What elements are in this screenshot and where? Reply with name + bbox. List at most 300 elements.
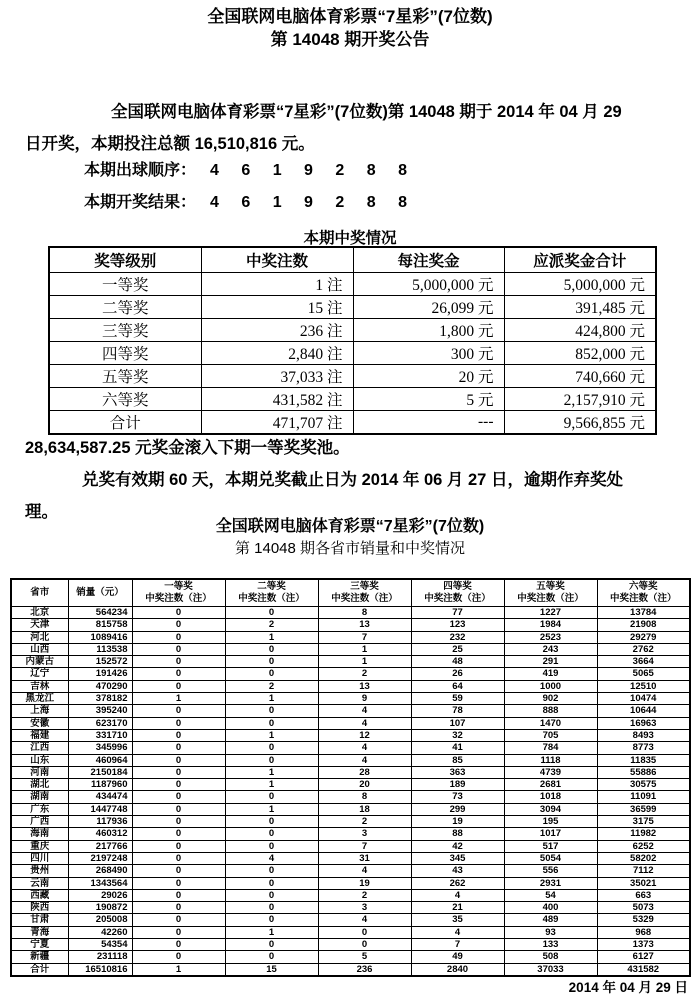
prize-table-cell: 四等奖 — [49, 342, 201, 365]
province-table-cell: 556 — [504, 865, 597, 877]
province-table-cell: 78 — [411, 705, 504, 717]
province-table-cell: 1018 — [504, 791, 597, 803]
province-table-cell: 37033 — [504, 963, 597, 976]
province-table-cell: 10474 — [597, 693, 690, 705]
province-table-cell: 107 — [411, 717, 504, 729]
province-table-cell: 4 — [318, 717, 411, 729]
province-section-title-line1: 全国联网电脑体育彩票“7星彩”(7位数) — [215, 518, 485, 535]
province-section-title-line2: 第 14048 期各省市销量和中奖情况 — [234, 540, 466, 557]
province-table-cell: 345996 — [68, 742, 132, 754]
province-table-cell: 291 — [504, 656, 597, 668]
province-table-cell: 0 — [225, 705, 318, 717]
province-table-cell: 2 — [318, 668, 411, 680]
prize-table-cell: 5 元 — [353, 388, 504, 411]
province-table-row — [11, 939, 690, 951]
rollover-note: 28,634,587.25 元奖金滚入下期一等奖奖池。 — [25, 439, 350, 457]
prize-table-row — [49, 388, 656, 411]
province-table-cell: 11835 — [597, 754, 690, 766]
province-table-cell: 3175 — [597, 816, 690, 828]
province-table-cell: 0 — [318, 926, 411, 938]
province-table-cell: 2840 — [411, 963, 504, 976]
province-sales-table — [10, 578, 691, 977]
province-table-cell: 1343564 — [68, 877, 132, 889]
prize-table-row — [49, 296, 656, 319]
province-table-cell: 0 — [132, 852, 225, 864]
province-table-cell: 19 — [318, 877, 411, 889]
province-table-cell: 7 — [318, 631, 411, 643]
province-table-cell: 7112 — [597, 865, 690, 877]
province-table-cell: 470290 — [68, 680, 132, 692]
province-table-cell: 508 — [504, 951, 597, 963]
province-table-cell: 49 — [411, 951, 504, 963]
province-table-row — [11, 656, 690, 668]
province-table-cell: 0 — [225, 840, 318, 852]
prize-table-cell: 15 注 — [201, 296, 353, 319]
province-table-cell: 8773 — [597, 742, 690, 754]
province-table-cell: 0 — [132, 939, 225, 951]
province-table-cell: 9 — [318, 693, 411, 705]
province-table-cell: 123 — [411, 619, 504, 631]
province-table-row — [11, 643, 690, 655]
province-table-cell: 吉林 — [11, 680, 68, 692]
province-table-cell: 564234 — [68, 607, 132, 619]
province-table-cell: 0 — [132, 803, 225, 815]
redeem-note-line1: 兑奖有效期 60 天，本期兑奖截止日为 2014 年 06 月 27 日，逾期作弃奖处 — [82, 471, 623, 489]
province-table-cell: 205008 — [68, 914, 132, 926]
province-table-cell: 1 — [225, 779, 318, 791]
province-table-cell: 0 — [225, 717, 318, 729]
province-table-row — [11, 779, 690, 791]
prize-table-row — [49, 411, 656, 435]
prize-table-cell: 2,840 注 — [201, 342, 353, 365]
intro-paragraph-line1: 全国联网电脑体育彩票“7星彩”(7位数)第 14048 期于 2014 年 04 月 29 — [111, 103, 622, 121]
province-table-cell: 0 — [132, 754, 225, 766]
province-table-cell: 191426 — [68, 668, 132, 680]
province-table-cell: 0 — [132, 717, 225, 729]
prize-table-cell: 5,000,000 元 — [504, 273, 656, 296]
province-table-cell: 195 — [504, 816, 597, 828]
redeem-note-line2: 理。 — [25, 503, 58, 521]
prize-table-cell: 1 注 — [201, 273, 353, 296]
province-table-cell: 0 — [225, 754, 318, 766]
province-table-cell: 6252 — [597, 840, 690, 852]
prize-table-column-header: 中奖注数 — [201, 247, 353, 273]
province-table-row — [11, 791, 690, 803]
province-table-cell: 8493 — [597, 729, 690, 741]
province-table-row — [11, 754, 690, 766]
province-table-row — [11, 607, 690, 619]
province-table-cell: 460964 — [68, 754, 132, 766]
province-table-cell: 20 — [318, 779, 411, 791]
province-table-cell: 四川 — [11, 852, 68, 864]
province-table-cell: 113538 — [68, 643, 132, 655]
province-table-cell: 419 — [504, 668, 597, 680]
province-table-cell: 1 — [225, 631, 318, 643]
prize-table-cell: 5,000,000 元 — [353, 273, 504, 296]
province-table-cell: 3 — [318, 828, 411, 840]
province-table-cell: 0 — [132, 816, 225, 828]
province-table-row — [11, 963, 690, 976]
province-table-cell: 888 — [504, 705, 597, 717]
province-table-cell: 11091 — [597, 791, 690, 803]
province-table-cell: 26 — [411, 668, 504, 680]
province-table-cell: 21 — [411, 902, 504, 914]
province-table-cell: 5329 — [597, 914, 690, 926]
province-table-cell: 0 — [225, 607, 318, 619]
province-table-cell: 236 — [318, 963, 411, 976]
prize-table-cell: 二等奖 — [49, 296, 201, 319]
prize-table-row — [49, 365, 656, 388]
ball-order-label: 本期出球顺序： — [84, 162, 197, 179]
province-table-cell: 福建 — [11, 729, 68, 741]
province-table-cell: 1 — [225, 766, 318, 778]
province-table-cell: 北京 — [11, 607, 68, 619]
prize-table-cell: 五等奖 — [49, 365, 201, 388]
province-table-cell: 1 — [318, 656, 411, 668]
prize-table-row — [49, 319, 656, 342]
province-table-cell: 3094 — [504, 803, 597, 815]
province-table-cell: 0 — [132, 607, 225, 619]
province-table-cell: 8 — [318, 791, 411, 803]
province-table-row — [11, 816, 690, 828]
province-table-row — [11, 729, 690, 741]
province-table-cell: 2 — [225, 680, 318, 692]
province-table-cell: 0 — [132, 668, 225, 680]
province-table-cell: 0 — [225, 889, 318, 901]
province-table-cell: 新疆 — [11, 951, 68, 963]
province-table-column-header: 销量（元） — [68, 579, 132, 607]
province-table-cell: 13 — [318, 680, 411, 692]
prize-table-cell: 三等奖 — [49, 319, 201, 342]
province-table-cell: 54 — [504, 889, 597, 901]
province-table-cell: 广东 — [11, 803, 68, 815]
province-table-cell: 4 — [411, 889, 504, 901]
prize-table-column-header: 每注奖金 — [353, 247, 504, 273]
ball-order-value: 4 6 1 9 2 8 8 — [210, 162, 416, 179]
prize-table-cell: 一等奖 — [49, 273, 201, 296]
province-table-cell: 7 — [318, 840, 411, 852]
province-table-cell: 甘肃 — [11, 914, 68, 926]
prize-table-cell: 20 元 — [353, 365, 504, 388]
province-table-header-row — [11, 579, 690, 607]
province-table-cell: 1089416 — [68, 631, 132, 643]
draw-result-label: 本期开奖结果： — [84, 194, 197, 211]
province-table-cell: 6127 — [597, 951, 690, 963]
prize-table-row — [49, 273, 656, 296]
province-table-cell: 0 — [132, 656, 225, 668]
province-table-cell: 0 — [225, 742, 318, 754]
province-table-cell: 青海 — [11, 926, 68, 938]
province-table-cell: 1 — [132, 693, 225, 705]
province-table-cell: 0 — [132, 766, 225, 778]
intro-paragraph-line2: 日开奖，本期投注总额 16,510,816 元。 — [25, 135, 315, 153]
province-table-cell: 贵州 — [11, 865, 68, 877]
province-table-cell: 299 — [411, 803, 504, 815]
province-table-cell: 2197248 — [68, 852, 132, 864]
province-table-cell: 489 — [504, 914, 597, 926]
prize-table-cell: 431,582 注 — [201, 388, 353, 411]
prize-table-header-row — [49, 247, 656, 273]
province-table-cell: 1 — [225, 803, 318, 815]
prize-table-row — [49, 342, 656, 365]
province-table-cell: 54354 — [68, 939, 132, 951]
province-table-cell: 902 — [504, 693, 597, 705]
prize-table-title: 本期中奖情况 — [303, 230, 397, 247]
province-table-cell: 968 — [597, 926, 690, 938]
province-table-cell: 117936 — [68, 816, 132, 828]
province-table-cell: 上海 — [11, 705, 68, 717]
province-table-cell: 0 — [132, 840, 225, 852]
province-table-cell: 35021 — [597, 877, 690, 889]
province-table-cell: 345 — [411, 852, 504, 864]
province-table-cell: 4739 — [504, 766, 597, 778]
province-table-cell: 784 — [504, 742, 597, 754]
province-table-cell: 5054 — [504, 852, 597, 864]
province-table-cell: 湖南 — [11, 791, 68, 803]
province-table-cell: 1187960 — [68, 779, 132, 791]
province-table-cell: 1 — [225, 729, 318, 741]
province-table-cell: 0 — [225, 791, 318, 803]
ball-order-row — [84, 157, 416, 180]
prize-table-cell: 2,157,910 元 — [504, 388, 656, 411]
province-table-cell: 58202 — [597, 852, 690, 864]
province-table-cell: 2150184 — [68, 766, 132, 778]
province-table-cell: 黑龙江 — [11, 693, 68, 705]
prize-table-column-header: 应派奖金合计 — [504, 247, 656, 273]
province-table-cell: 江西 — [11, 742, 68, 754]
province-table-cell: 1000 — [504, 680, 597, 692]
province-table-cell: 189 — [411, 779, 504, 791]
province-table-cell: 3 — [318, 902, 411, 914]
province-table-cell: 2 — [318, 889, 411, 901]
province-table-cell: 2523 — [504, 631, 597, 643]
prize-table-cell: 471,707 注 — [201, 411, 353, 435]
province-table-row — [11, 852, 690, 864]
province-table-cell: 2762 — [597, 643, 690, 655]
province-table-cell: 232 — [411, 631, 504, 643]
province-table-cell: 231118 — [68, 951, 132, 963]
province-table-cell: 0 — [132, 742, 225, 754]
province-table-cell: 1 — [225, 926, 318, 938]
province-table-cell: 21908 — [597, 619, 690, 631]
province-table-cell: 18 — [318, 803, 411, 815]
province-table-cell: 1118 — [504, 754, 597, 766]
province-table-cell: 0 — [132, 828, 225, 840]
province-table-cell: 262 — [411, 877, 504, 889]
province-table-cell: 0 — [132, 877, 225, 889]
province-table-cell: 31 — [318, 852, 411, 864]
province-table-cell: 5065 — [597, 668, 690, 680]
province-table-cell: 0 — [225, 643, 318, 655]
province-table-cell: 42260 — [68, 926, 132, 938]
province-table-cell: 陕西 — [11, 902, 68, 914]
province-table-cell: 0 — [225, 816, 318, 828]
province-table-cell: 4 — [318, 742, 411, 754]
province-table-row — [11, 914, 690, 926]
province-table-cell: 山东 — [11, 754, 68, 766]
province-table-cell: 35 — [411, 914, 504, 926]
province-table-cell: 0 — [225, 828, 318, 840]
province-table-cell: 59 — [411, 693, 504, 705]
province-table-cell: 13 — [318, 619, 411, 631]
province-table-cell: 363 — [411, 766, 504, 778]
province-table-cell: 133 — [504, 939, 597, 951]
province-table-cell: 815758 — [68, 619, 132, 631]
province-table-cell: 43 — [411, 865, 504, 877]
province-table-cell: 0 — [132, 619, 225, 631]
page-title-line1: 全国联网电脑体育彩票“7星彩”(7位数) — [207, 7, 493, 26]
province-table-cell: 73 — [411, 791, 504, 803]
prize-table-cell: 37,033 注 — [201, 365, 353, 388]
province-table-row — [11, 803, 690, 815]
province-table-cell: 内蒙古 — [11, 656, 68, 668]
prize-table-cell: 9,566,855 元 — [504, 411, 656, 435]
page-title-line2: 第 14048 期开奖公告 — [270, 30, 430, 49]
province-table-row — [11, 926, 690, 938]
province-table-cell: 663 — [597, 889, 690, 901]
province-table-cell: 8 — [318, 607, 411, 619]
province-table-cell: 0 — [132, 926, 225, 938]
province-table-cell: 山西 — [11, 643, 68, 655]
province-table-cell: 1984 — [504, 619, 597, 631]
province-table-cell: 5073 — [597, 902, 690, 914]
province-table-cell: 1470 — [504, 717, 597, 729]
province-table-cell: 广西 — [11, 816, 68, 828]
province-table-column-header: 四等奖 中奖注数（注） — [411, 579, 504, 607]
province-table-cell: 4 — [411, 926, 504, 938]
province-table-cell: 1447748 — [68, 803, 132, 815]
province-table-cell: 331710 — [68, 729, 132, 741]
province-table-cell: 13784 — [597, 607, 690, 619]
province-table-cell: 0 — [132, 865, 225, 877]
province-table-cell: 7 — [411, 939, 504, 951]
province-table-cell: 1227 — [504, 607, 597, 619]
prize-table-cell: 合计 — [49, 411, 201, 435]
province-table-cell: 48 — [411, 656, 504, 668]
province-table-cell: 0 — [132, 680, 225, 692]
prize-table-cell: 424,800 元 — [504, 319, 656, 342]
province-table-cell: 0 — [132, 889, 225, 901]
province-table-cell: 190872 — [68, 902, 132, 914]
province-table-row — [11, 828, 690, 840]
province-table-cell: 0 — [225, 656, 318, 668]
province-table-cell: 4 — [318, 754, 411, 766]
province-table-row — [11, 889, 690, 901]
province-table-column-header: 二等奖 中奖注数（注） — [225, 579, 318, 607]
province-table-row — [11, 717, 690, 729]
province-table-cell: 217766 — [68, 840, 132, 852]
prize-table-cell: 26,099 元 — [353, 296, 504, 319]
province-table-cell: 28 — [318, 766, 411, 778]
province-table-cell: 705 — [504, 729, 597, 741]
prize-table-cell: 740,660 元 — [504, 365, 656, 388]
province-table-cell: 合计 — [11, 963, 68, 976]
province-table-cell: 25 — [411, 643, 504, 655]
province-table-cell: 77 — [411, 607, 504, 619]
province-table-cell: 29279 — [597, 631, 690, 643]
province-table-cell: 2 — [318, 816, 411, 828]
province-table-cell: 623170 — [68, 717, 132, 729]
province-table-cell: 93 — [504, 926, 597, 938]
province-table-cell: 16510816 — [68, 963, 132, 976]
province-table-row — [11, 766, 690, 778]
province-table-cell: 55886 — [597, 766, 690, 778]
province-table-cell: 0 — [225, 902, 318, 914]
province-table-row — [11, 680, 690, 692]
province-table-cell: 4 — [318, 705, 411, 717]
province-table-cell: 河北 — [11, 631, 68, 643]
province-table-cell: 2931 — [504, 877, 597, 889]
province-table-cell: 19 — [411, 816, 504, 828]
province-table-cell: 0 — [225, 877, 318, 889]
province-table-row — [11, 951, 690, 963]
prize-table — [48, 246, 657, 435]
province-table-cell: 10644 — [597, 705, 690, 717]
province-table-cell: 0 — [225, 939, 318, 951]
province-table-cell: 64 — [411, 680, 504, 692]
prize-table-cell: --- — [353, 411, 504, 435]
province-table-cell: 85 — [411, 754, 504, 766]
province-table-cell: 1017 — [504, 828, 597, 840]
province-table-cell: 268490 — [68, 865, 132, 877]
province-table-cell: 32 — [411, 729, 504, 741]
province-table-cell: 湖北 — [11, 779, 68, 791]
province-table-cell: 0 — [225, 865, 318, 877]
province-table-cell: 1 — [318, 643, 411, 655]
province-table-cell: 434474 — [68, 791, 132, 803]
province-table-cell: 378182 — [68, 693, 132, 705]
province-table-row — [11, 668, 690, 680]
prize-table-column-header: 奖等级别 — [49, 247, 201, 273]
province-table-row — [11, 877, 690, 889]
province-table-cell: 天津 — [11, 619, 68, 631]
province-table-cell: 0 — [132, 643, 225, 655]
province-table-cell: 海南 — [11, 828, 68, 840]
prize-table-cell: 六等奖 — [49, 388, 201, 411]
province-table-cell: 0 — [318, 939, 411, 951]
province-table-column-header: 省市 — [11, 579, 68, 607]
province-table-cell: 16963 — [597, 717, 690, 729]
province-table-cell: 517 — [504, 840, 597, 852]
province-table-cell: 29026 — [68, 889, 132, 901]
province-table-cell: 0 — [225, 914, 318, 926]
province-table-cell: 云南 — [11, 877, 68, 889]
province-table-cell: 2 — [225, 619, 318, 631]
province-table-cell: 3664 — [597, 656, 690, 668]
province-table-row — [11, 693, 690, 705]
province-table-column-header: 六等奖 中奖注数（注） — [597, 579, 690, 607]
publication-date: 2014 年 04 月 29 日 — [568, 980, 688, 995]
province-table-cell: 安徽 — [11, 717, 68, 729]
province-table-cell: 11982 — [597, 828, 690, 840]
prize-table-cell: 852,000 元 — [504, 342, 656, 365]
province-table-column-header: 一等奖 中奖注数（注） — [132, 579, 225, 607]
prize-table-cell: 391,485 元 — [504, 296, 656, 319]
province-table-cell: 0 — [132, 729, 225, 741]
province-table-cell: 5 — [318, 951, 411, 963]
province-table-cell: 0 — [132, 779, 225, 791]
province-table-cell: 4 — [318, 914, 411, 926]
province-table-cell: 1 — [225, 693, 318, 705]
province-table-cell: 0 — [225, 951, 318, 963]
province-table-row — [11, 619, 690, 631]
province-table-cell: 4 — [318, 865, 411, 877]
province-table-cell: 0 — [132, 951, 225, 963]
province-table-cell: 400 — [504, 902, 597, 914]
province-table-cell: 1 — [132, 963, 225, 976]
province-table-cell: 0 — [132, 791, 225, 803]
prize-table-cell: 300 元 — [353, 342, 504, 365]
